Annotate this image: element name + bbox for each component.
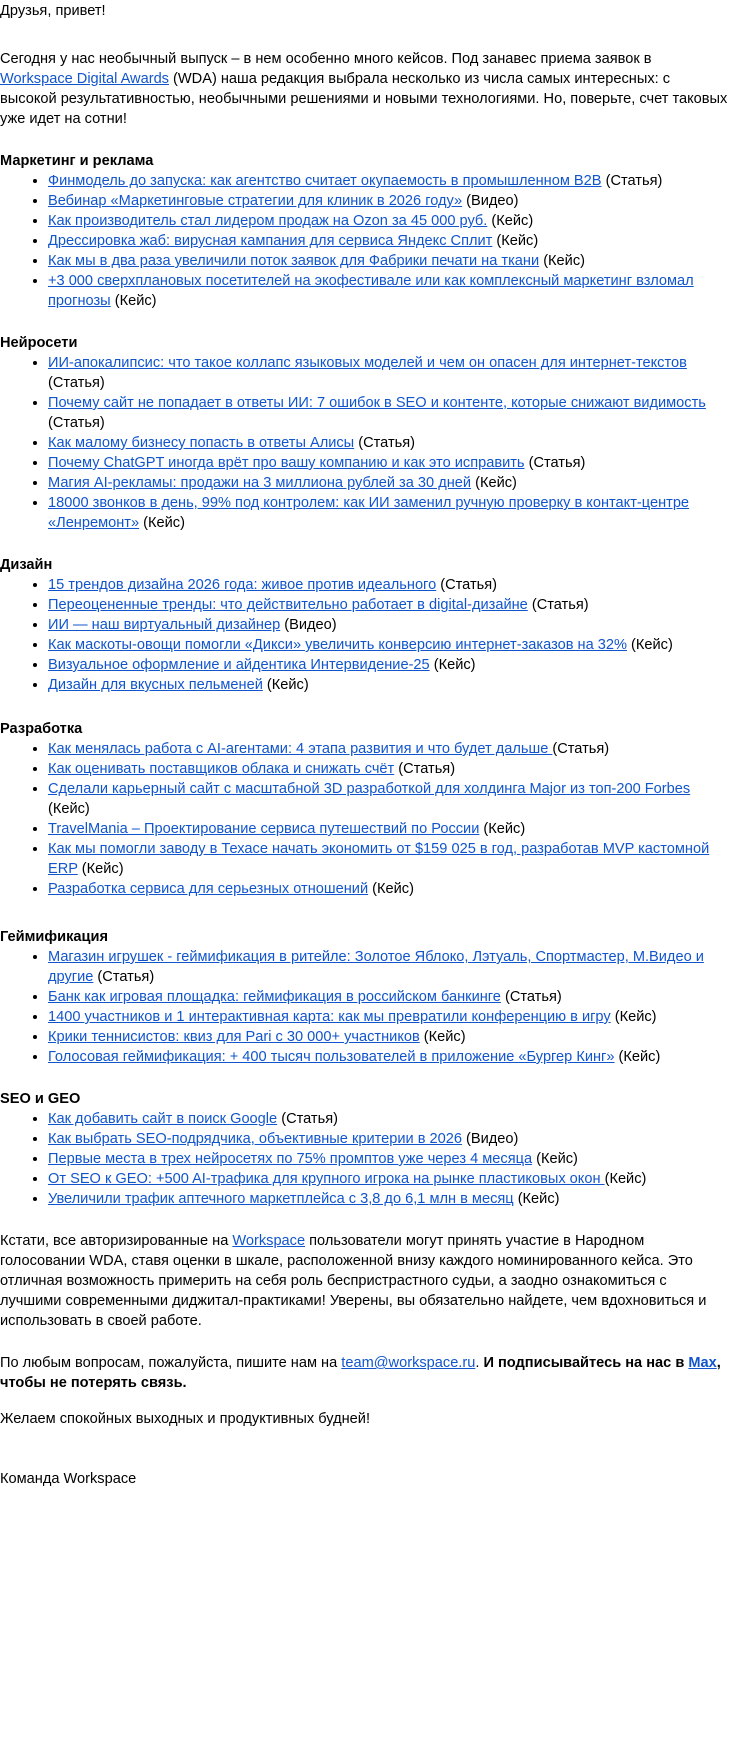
content-type-tag: (Статья)	[354, 435, 416, 451]
content-type-tag: (Кейс)	[610, 1009, 657, 1025]
section-neural-networks	[0, 333, 728, 533]
article-link[interactable]: Переоцененные тренды: что действительно работает в digital-дизайне	[48, 597, 528, 613]
list-item	[48, 819, 728, 839]
content-type-tag: (Кейс)	[419, 1029, 466, 1045]
section-list	[0, 1109, 728, 1209]
list-item	[48, 615, 728, 635]
content-type-tag: (Кейс)	[487, 213, 534, 229]
content-type-tag: (Статья)	[394, 761, 456, 777]
section-design	[0, 555, 728, 695]
section-title: Геймификация	[0, 929, 109, 945]
section-marketing	[0, 151, 728, 311]
wda-link[interactable]: Workspace Digital Awards	[0, 71, 169, 87]
list-item	[48, 1007, 728, 1027]
article-link[interactable]: Как мы в два раза увеличили поток заявок для Фабрики печати на ткани	[48, 253, 540, 269]
article-link[interactable]: Как менялась работа с AI-агентами: 4 этапа развития и что будет дальше	[48, 741, 553, 757]
list-item	[48, 839, 728, 879]
content-type-tag: (Кейс)	[48, 801, 90, 817]
article-link[interactable]: 15 трендов дизайна 2026 года: живое против идеального	[48, 577, 437, 593]
content-type-tag: (Видео)	[462, 193, 519, 209]
voting-text-after: пользователи могут принять участие в Народном голосовании WDA, ставя оценки в шкале, расположенной внизу каждого номинированного кейса. Это отличная возможность примерить на себя роль беспристрастного судьи, а заодно ознакомиться с лучшими современными диджитал-практиками! Уверены, вы обязательно найдете, чем вдохновиться и использовать в своей работе.	[0, 1233, 707, 1329]
list-item	[48, 453, 728, 473]
list-item	[48, 433, 728, 453]
section-list	[0, 575, 728, 695]
section-title: Нейросети	[0, 335, 78, 351]
content-type-tag: (Кейс)	[368, 881, 414, 897]
content-type-tag: (Кейс)	[429, 657, 476, 673]
article-link[interactable]: Магазин игрушек - геймификация в ритейле: Золотое Яблоко, Лэтуаль, Спортмастер, М.Видео и другие	[48, 949, 704, 985]
list-item	[48, 191, 728, 211]
list-item	[48, 1129, 728, 1149]
article-link[interactable]: Вебинар «Маркетинговые стратегии для клиник в 2026 году»	[48, 193, 463, 209]
content-type-tag: (Кейс)	[626, 637, 673, 653]
email-link[interactable]: team@workspace.ru	[341, 1355, 476, 1371]
intro-paragraph	[0, 49, 728, 129]
article-link[interactable]: Магия AI-рекламы: продажи на 3 миллиона рублей за 30 дней	[48, 475, 472, 491]
content-type-tag: (Статья)	[48, 375, 105, 391]
article-link[interactable]: 18000 звонков в день, 99% под контролем: как ИИ заменил ручную проверку в контакт-центре «Ленремонт»	[48, 495, 690, 531]
subscribe-text-after: , чтобы не потерять связь.	[0, 1355, 721, 1391]
intro-text-before: Сегодня у нас необычный выпуск – в нем особенно много кейсов. Под занавес приема заявок в	[0, 51, 652, 67]
section-list	[0, 947, 728, 1067]
content-type-tag: (Статья)	[93, 969, 155, 985]
content-type-tag: (Статья)	[524, 455, 586, 471]
content-type-tag: (Статья)	[436, 577, 498, 593]
subscribe-text-before: И подписывайтесь на нас в	[483, 1355, 689, 1371]
article-link[interactable]: Дрессировка жаб: вирусная кампания для сервиса Яндекс Сплит	[48, 233, 493, 249]
contact-paragraph	[0, 1353, 728, 1393]
list-item	[48, 1189, 728, 1209]
content-type-tag: (Кейс)	[77, 861, 124, 877]
voting-paragraph	[0, 1231, 728, 1331]
article-link[interactable]: Почему сайт не попадает в ответы ИИ: 7 ошибок в SEO и контенте, которые снижают видимость	[48, 395, 706, 411]
max-link[interactable]: Max	[688, 1355, 717, 1371]
list-item	[48, 1047, 728, 1067]
content-type-tag: (Кейс)	[471, 475, 517, 491]
article-link[interactable]: Как добавить сайт в поиск Google	[48, 1111, 278, 1127]
article-link[interactable]: От SEO к GEO: +500 AI-трафика для крупного игрока на рынке пластиковых окон	[48, 1171, 605, 1187]
wishes-text: Желаем спокойных выходных и продуктивных будней!	[0, 1411, 371, 1427]
content-type-tag: (Статья)	[527, 597, 589, 613]
article-link[interactable]: Визуальное оформление и айдентика Интервидение-25	[48, 657, 430, 673]
content-type-tag: (Статья)	[48, 415, 105, 431]
article-link[interactable]: Как производитель стал лидером продаж на Ozon за 45 000 руб.	[48, 213, 488, 229]
section-title: Разработка	[0, 721, 83, 737]
list-item	[48, 251, 728, 271]
article-link[interactable]: Крики теннисистов: квиз для Pari с 30 000+ участников	[48, 1029, 420, 1045]
list-item	[48, 655, 728, 675]
section-development	[0, 719, 728, 899]
content-type-tag: (Видео)	[280, 617, 337, 633]
list-item	[48, 1149, 728, 1169]
list-item	[48, 493, 728, 533]
list-item	[48, 211, 728, 231]
list-item	[48, 987, 728, 1007]
article-link[interactable]: Первые места в трех нейросетях по 75% промптов уже через 4 месяца	[48, 1151, 533, 1167]
content-type-tag: (Кейс)	[604, 1171, 647, 1187]
greeting: Друзья, привет!	[0, 3, 106, 19]
list-item	[48, 575, 728, 595]
list-item	[48, 595, 728, 615]
article-link[interactable]: ИИ-апокалипсис: что такое коллапс языковых моделей и чем он опасен для интернет-текстов	[48, 355, 687, 371]
article-link[interactable]: Как выбрать SEO-подрядчика, объективные критерии в 2026	[48, 1131, 462, 1147]
article-link[interactable]: Почему ChatGPT иногда врёт про вашу компанию и как это исправить	[48, 455, 525, 471]
contact-text-middle: .	[475, 1355, 484, 1371]
content-type-tag: (Кейс)	[614, 1049, 661, 1065]
article-link[interactable]: Как мы помогли заводу в Техасе начать экономить от $159 025 в год, разработав MVP кастомной ERP	[48, 841, 710, 877]
content-type-tag: (Кейс)	[492, 233, 539, 249]
section-list	[0, 171, 728, 311]
contact-text-before: По любым вопросам, пожалуйста, пишите нам на	[0, 1355, 342, 1371]
list-item	[48, 171, 728, 191]
content-type-tag: (Кейс)	[139, 515, 185, 531]
list-item	[48, 675, 728, 695]
list-item	[48, 879, 728, 899]
list-item	[48, 231, 728, 251]
article-link[interactable]: 1400 участников и 1 интерактивная карта: как мы превратили конференцию в игру	[48, 1009, 611, 1025]
content-type-tag: (Кейс)	[479, 821, 526, 837]
article-link[interactable]: Финмодель до запуска: как агентство считает окупаемость в промышленном B2B	[48, 173, 602, 189]
content-type-tag: (Кейс)	[262, 677, 309, 693]
article-link[interactable]: Разработка сервиса для серьезных отношений	[48, 881, 369, 897]
section-list	[0, 353, 728, 533]
list-item	[48, 271, 728, 311]
article-link[interactable]: Как малому бизнесу попасть в ответы Алисы	[48, 435, 355, 451]
content-type-tag: (Видео)	[461, 1131, 519, 1147]
content-type-tag: (Кейс)	[513, 1191, 560, 1207]
list-item	[48, 779, 728, 819]
intro-text-after: (WDA) наша редакция выбрала несколько из числа самых интересных: с высокой результативностью, необычными решениями и новыми технологиями. Но, поверьте, счет таковых уже идет на сотни!	[0, 71, 728, 127]
section-title: SEO и GEO	[0, 1091, 81, 1107]
content-type-tag: (Статья)	[601, 173, 663, 189]
article-link[interactable]: Как оценивать поставщиков облака и снижать счёт	[48, 761, 395, 777]
article-link[interactable]: ИИ — наш виртуальный дизайнер	[48, 617, 281, 633]
section-title: Маркетинг и реклама	[0, 153, 154, 169]
section-title: Дизайн	[0, 557, 53, 573]
list-item	[48, 739, 728, 759]
section-seo-geo	[0, 1089, 728, 1209]
list-item	[48, 353, 728, 393]
article-link[interactable]: Увеличили трафик аптечного маркетплейса с 3,8 до 6,1 млн в месяц	[48, 1191, 514, 1207]
list-item	[48, 759, 728, 779]
list-item	[48, 1027, 728, 1047]
workspace-link[interactable]: Workspace	[232, 1233, 306, 1249]
section-gamification	[0, 927, 728, 1067]
content-type-tag: (Статья)	[552, 741, 610, 757]
article-link[interactable]: Сделали карьерный сайт с масштабной 3D разработкой для холдинга Major из топ-200 Forbes	[48, 781, 691, 797]
signature: Команда Workspace	[0, 1471, 137, 1487]
list-item	[48, 1109, 728, 1129]
content-type-tag: (Кейс)	[110, 293, 157, 309]
content-type-tag: (Кейс)	[532, 1151, 578, 1167]
content-type-tag: (Статья)	[277, 1111, 338, 1127]
list-item	[48, 393, 728, 433]
article-link[interactable]: Дизайн для вкусных пельменей	[48, 677, 263, 693]
list-item	[48, 947, 728, 987]
article-link[interactable]: Банк как игровая площадка: геймификация в российском банкинге	[48, 989, 501, 1005]
list-item	[48, 473, 728, 493]
article-link[interactable]: Как маскоты-овощи помогли «Дикси» увеличить конверсию интернет-заказов на 32%	[48, 637, 627, 653]
content-type-tag: (Статья)	[500, 989, 562, 1005]
list-item	[48, 635, 728, 655]
article-link[interactable]: Голосовая геймификация: + 400 тысяч пользователей в приложение «Бургер Кинг»	[48, 1049, 615, 1065]
list-item	[48, 1169, 728, 1189]
article-link[interactable]: +3 000 сверхплановых посетителей на экофестивале или как комплексный маркетинг взломал прогнозы	[48, 273, 694, 309]
article-link[interactable]: TravelMania – Проектирование сервиса путешествий по России	[48, 821, 480, 837]
voting-text-before: Кстати, все авторизированные на	[0, 1233, 233, 1249]
section-list	[0, 739, 728, 899]
content-type-tag: (Кейс)	[539, 253, 585, 269]
